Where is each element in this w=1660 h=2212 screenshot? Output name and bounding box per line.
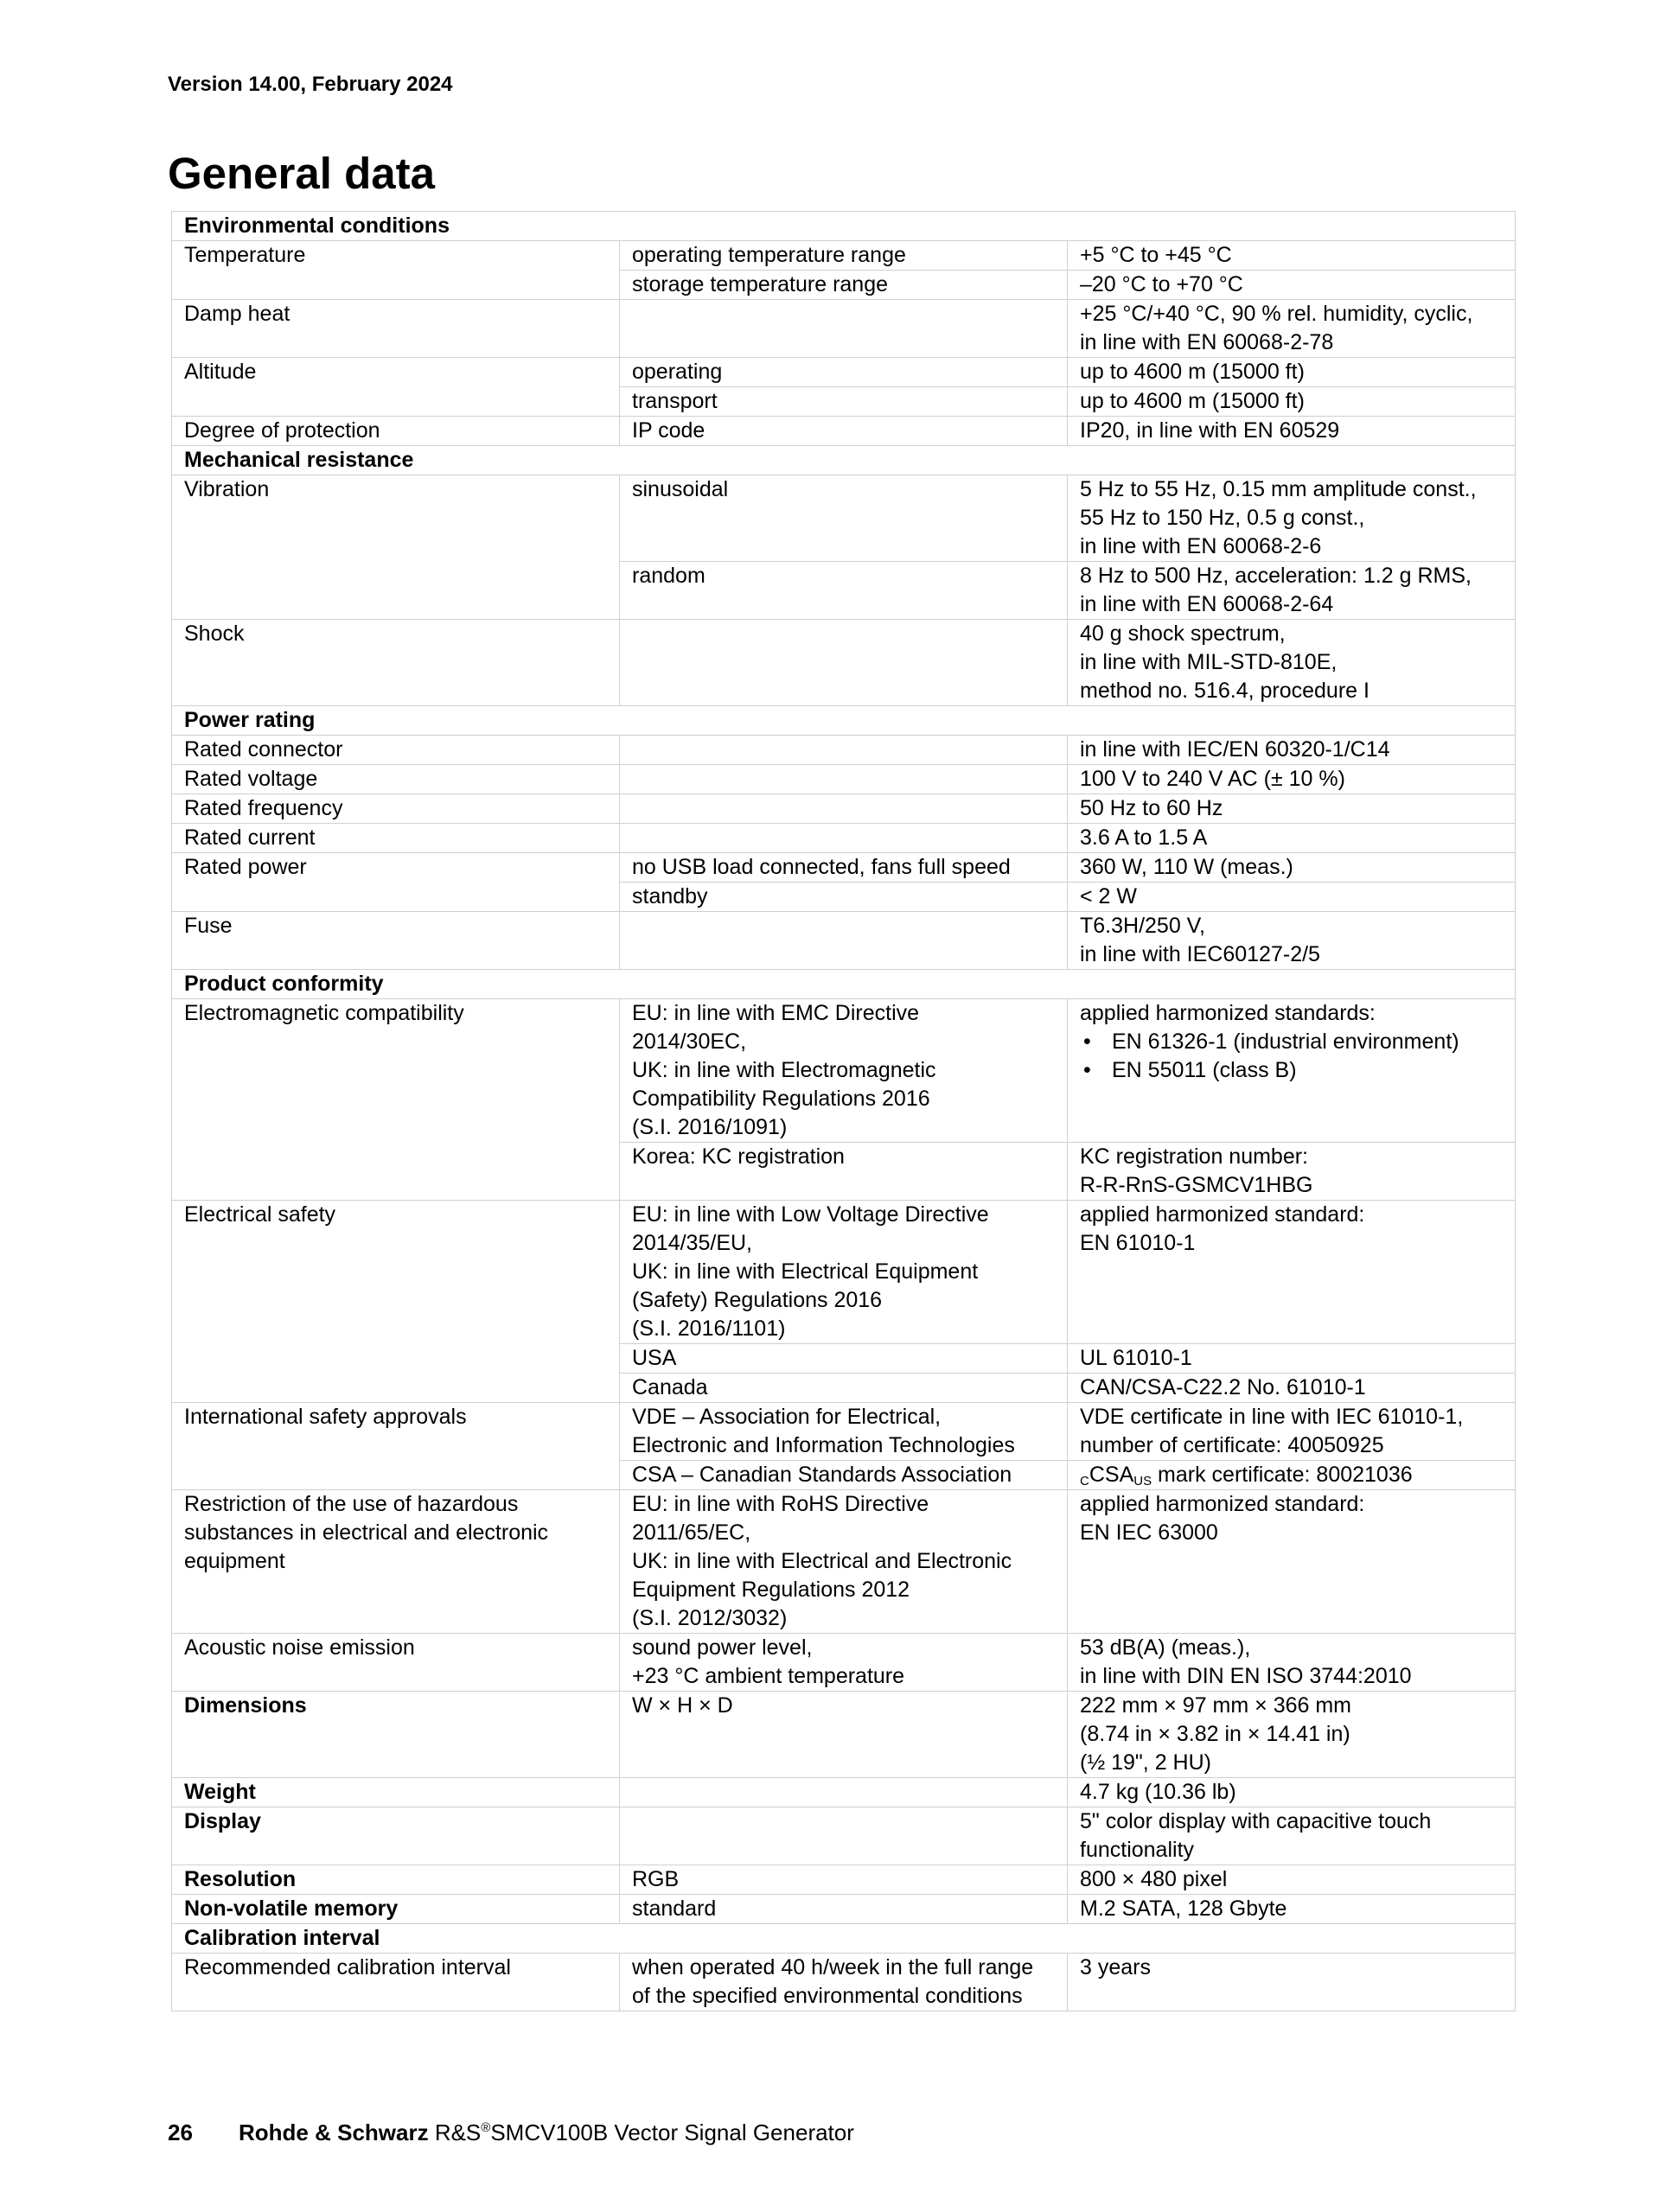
general-data-table xyxy=(171,211,1516,2011)
row-value: T6.3H/250 V, in line with IEC60127-2/5 xyxy=(1068,912,1516,970)
row-condition: RGB xyxy=(620,1865,1068,1895)
row-value: 5" color display with capacitive touch functionality xyxy=(1068,1807,1516,1865)
row-value: KC registration number: R-R-RnS-GSMCV1HBG xyxy=(1068,1143,1516,1201)
row-value: applied harmonized standard: EN IEC 63000 xyxy=(1068,1490,1516,1634)
row-value: M.2 SATA, 128 Gbyte xyxy=(1068,1895,1516,1924)
table-row xyxy=(172,999,1516,1143)
row-condition: EU: in line with Low Voltage Directive 2014/35/EU, UK: in line with Electrical Equipment (Safety) Regulations 2016 (S.I. 2016/1101) xyxy=(620,1201,1068,1344)
row-value: 53 dB(A) (meas.), in line with DIN EN ISO 3744:2010 xyxy=(1068,1634,1516,1692)
section-row xyxy=(172,1924,1516,1954)
row-label: Acoustic noise emission xyxy=(172,1634,620,1692)
row-condition xyxy=(620,824,1068,853)
row-condition xyxy=(620,794,1068,824)
row-value: 100 V to 240 V AC (± 10 %) xyxy=(1068,765,1516,794)
table-row xyxy=(172,358,1516,387)
row-value: < 2 W xyxy=(1068,883,1516,912)
row-value: CAN/CSA-C22.2 No. 61010-1 xyxy=(1068,1374,1516,1403)
table-row xyxy=(172,794,1516,824)
row-label: Dimensions xyxy=(172,1692,620,1778)
row-label: Temperature xyxy=(172,241,620,300)
row-condition: operating xyxy=(620,358,1068,387)
section-heading: Mechanical resistance xyxy=(172,446,1516,475)
row-label: Rated voltage xyxy=(172,765,620,794)
row-value: 40 g shock spectrum, in line with MIL-STD-810E, method no. 516.4, procedure I xyxy=(1068,620,1516,706)
row-condition: sound power level, +23 °C ambient temperature xyxy=(620,1634,1068,1692)
row-label: Display xyxy=(172,1807,620,1865)
row-condition xyxy=(620,300,1068,358)
footer-product: R&S®SMCV100B Vector Signal Generator xyxy=(428,2120,854,2145)
row-condition: standard xyxy=(620,1895,1068,1924)
row-value: 800 × 480 pixel xyxy=(1068,1865,1516,1895)
table-row xyxy=(172,417,1516,446)
table-row xyxy=(172,1778,1516,1807)
row-label: Degree of protection xyxy=(172,417,620,446)
row-label: Fuse xyxy=(172,912,620,970)
row-label: Restriction of the use of hazardous substances in electrical and electronic equipment xyxy=(172,1490,620,1634)
row-condition: Canada xyxy=(620,1374,1068,1403)
row-label: Altitude xyxy=(172,358,620,417)
row-value: 3 years xyxy=(1068,1954,1516,2011)
row-condition: USA xyxy=(620,1344,1068,1374)
row-label: Resolution xyxy=(172,1865,620,1895)
page-number: 26 xyxy=(168,2120,193,2145)
section-heading: Calibration interval xyxy=(172,1924,1516,1954)
row-condition: Korea: KC registration xyxy=(620,1143,1068,1201)
row-label: Damp heat xyxy=(172,300,620,358)
row-condition: VDE – Association for Electrical, Electronic and Information Technologies xyxy=(620,1403,1068,1461)
table-row xyxy=(172,824,1516,853)
page-footer xyxy=(168,2120,854,2146)
table-row xyxy=(172,1807,1516,1865)
row-label: Rated frequency xyxy=(172,794,620,824)
table-row xyxy=(172,736,1516,765)
row-condition xyxy=(620,620,1068,706)
row-value: 3.6 A to 1.5 A xyxy=(1068,824,1516,853)
row-value: UL 61010-1 xyxy=(1068,1344,1516,1374)
row-value: 360 W, 110 W (meas.) xyxy=(1068,853,1516,883)
row-label: Non-volatile memory xyxy=(172,1895,620,1924)
row-value: in line with IEC/EN 60320-1/C14 xyxy=(1068,736,1516,765)
row-value: –20 °C to +70 °C xyxy=(1068,271,1516,300)
row-value: up to 4600 m (15000 ft) xyxy=(1068,358,1516,387)
bullet-item: • EN 61326-1 (industrial environment) xyxy=(1080,1028,1503,1056)
table-row xyxy=(172,1954,1516,2011)
row-condition: when operated 40 h/week in the full range of the specified environmental conditions xyxy=(620,1954,1068,2011)
table-row xyxy=(172,1403,1516,1461)
bullet-item: • EN 55011 (class B) xyxy=(1080,1056,1503,1085)
row-condition: operating temperature range xyxy=(620,241,1068,271)
row-value: 222 mm × 97 mm × 366 mm (8.74 in × 3.82 in × 14.41 in) (½ 19", 2 HU) xyxy=(1068,1692,1516,1778)
row-condition: IP code xyxy=(620,417,1068,446)
row-label: Shock xyxy=(172,620,620,706)
table-row xyxy=(172,912,1516,970)
page-title: General data xyxy=(168,149,435,198)
row-label: Electromagnetic compatibility xyxy=(172,999,620,1201)
table-row xyxy=(172,853,1516,883)
row-condition xyxy=(620,765,1068,794)
section-heading: Power rating xyxy=(172,706,1516,736)
row-condition xyxy=(620,736,1068,765)
row-value: +5 °C to +45 °C xyxy=(1068,241,1516,271)
section-row xyxy=(172,970,1516,999)
row-value: 5 Hz to 55 Hz, 0.15 mm amplitude const., 55 Hz to 150 Hz, 0.5 g const., in line with EN 60068-2-6 xyxy=(1068,475,1516,562)
row-label: Electrical safety xyxy=(172,1201,620,1403)
row-value: VDE certificate in line with IEC 61010-1, number of certificate: 40050925 xyxy=(1068,1403,1516,1461)
table-row xyxy=(172,1865,1516,1895)
footer-brand: Rohde & Schwarz xyxy=(239,2120,429,2145)
table-row xyxy=(172,475,1516,562)
table-row xyxy=(172,1634,1516,1692)
row-label: Weight xyxy=(172,1778,620,1807)
table-row xyxy=(172,765,1516,794)
row-value: 8 Hz to 500 Hz, acceleration: 1.2 g RMS, in line with EN 60068-2-64 xyxy=(1068,562,1516,620)
table-row xyxy=(172,1895,1516,1924)
row-value: IP20, in line with EN 60529 xyxy=(1068,417,1516,446)
section-row xyxy=(172,446,1516,475)
row-condition: storage temperature range xyxy=(620,271,1068,300)
row-value: 4.7 kg (10.36 lb) xyxy=(1068,1778,1516,1807)
row-condition xyxy=(620,912,1068,970)
row-label: Vibration xyxy=(172,475,620,620)
row-value: $_CCSA_{US}$ mark certificate: 80021036 xyxy=(1068,1461,1516,1490)
row-condition: W × H × D xyxy=(620,1692,1068,1778)
row-condition: transport xyxy=(620,387,1068,417)
table-row xyxy=(172,300,1516,358)
row-condition: no USB load connected, fans full speed xyxy=(620,853,1068,883)
row-condition: random xyxy=(620,562,1068,620)
row-condition: CSA – Canadian Standards Association xyxy=(620,1461,1068,1490)
table-row xyxy=(172,1201,1516,1344)
row-condition xyxy=(620,1778,1068,1807)
row-condition: sinusoidal xyxy=(620,475,1068,562)
row-value: applied harmonized standard: EN 61010-1 xyxy=(1068,1201,1516,1344)
table-row xyxy=(172,620,1516,706)
section-heading: Product conformity xyxy=(172,970,1516,999)
table-row xyxy=(172,241,1516,271)
section-heading: Environmental conditions xyxy=(172,212,1516,241)
table-row xyxy=(172,1490,1516,1634)
row-value: +25 °C/+40 °C, 90 % rel. humidity, cyclic, in line with EN 60068-2-78 xyxy=(1068,300,1516,358)
section-row xyxy=(172,706,1516,736)
document-version: Version 14.00, February 2024 xyxy=(168,73,453,96)
row-label: Rated connector xyxy=(172,736,620,765)
row-label: Recommended calibration interval xyxy=(172,1954,620,2011)
row-condition: EU: in line with RoHS Directive 2011/65/EC, UK: in line with Electrical and Electronic Equipment Regulations 2012 (S.I. 2012/3032) xyxy=(620,1490,1068,1634)
table-row xyxy=(172,1692,1516,1778)
row-label: Rated current xyxy=(172,824,620,853)
row-condition: standby xyxy=(620,883,1068,912)
row-label: Rated power xyxy=(172,853,620,912)
row-value: applied harmonized standards: • EN 61326-1 (industrial environment) • EN 55011 (class B) xyxy=(1068,999,1516,1143)
section-row xyxy=(172,212,1516,241)
row-label: International safety approvals xyxy=(172,1403,620,1490)
row-value: 50 Hz to 60 Hz xyxy=(1068,794,1516,824)
row-condition xyxy=(620,1807,1068,1865)
row-value: up to 4600 m (15000 ft) xyxy=(1068,387,1516,417)
row-condition: EU: in line with EMC Directive 2014/30EC, UK: in line with Electromagnetic Compatibility Regulations 2016 (S.I. 2016/1091) xyxy=(620,999,1068,1143)
